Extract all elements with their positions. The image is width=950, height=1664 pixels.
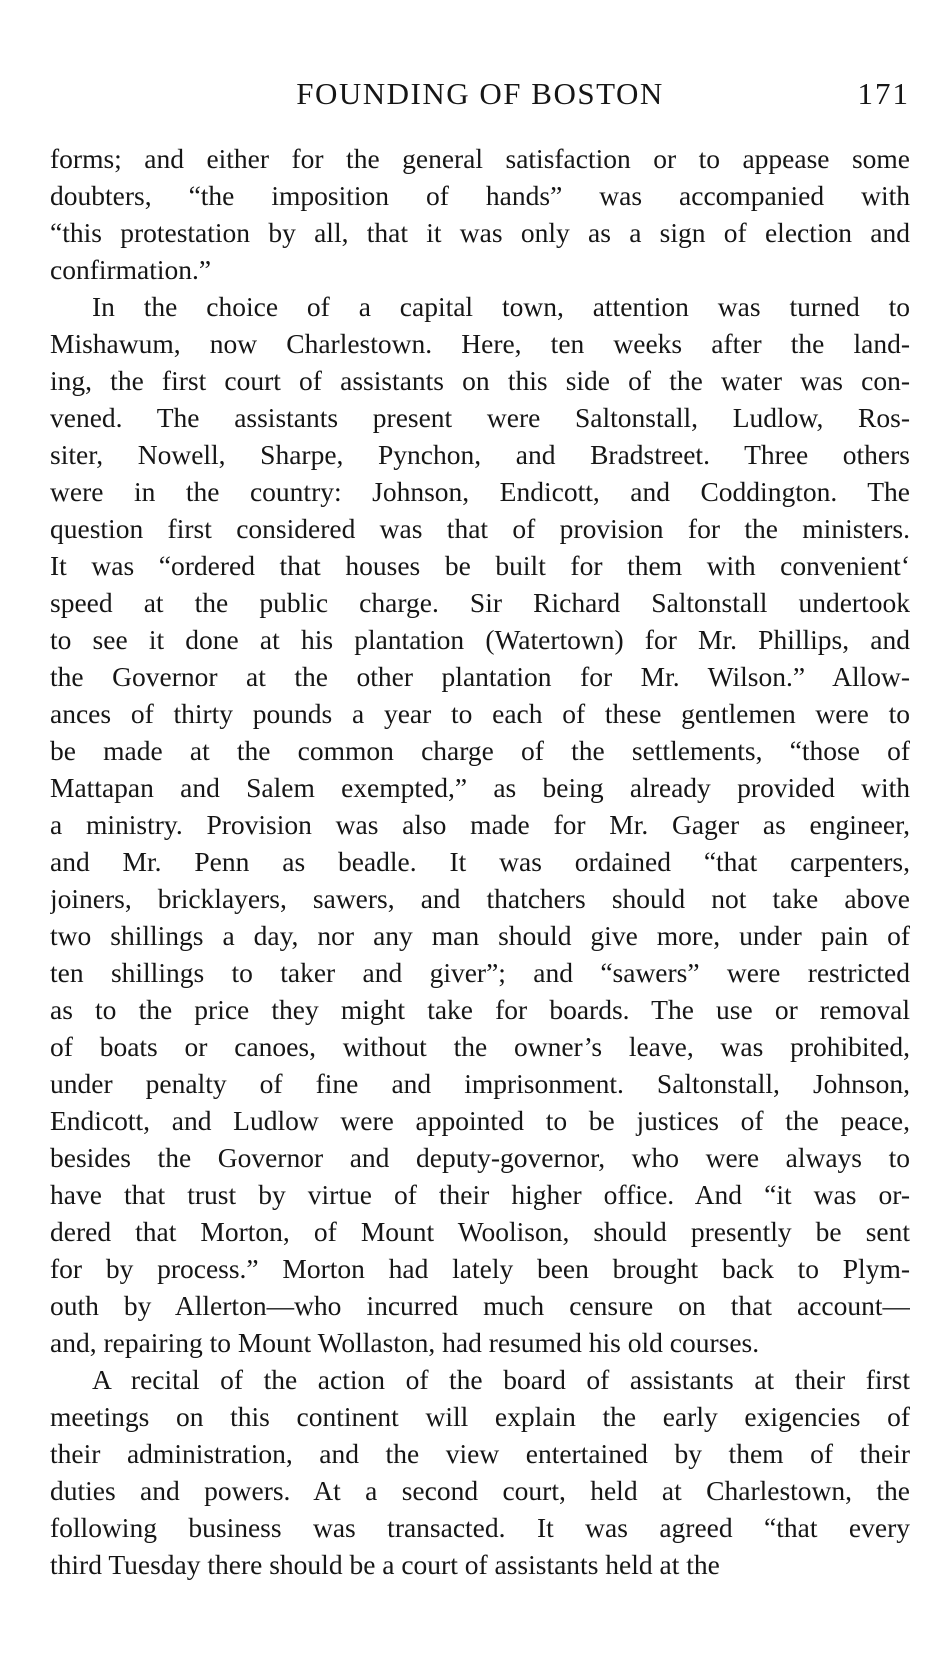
paragraph xyxy=(50,288,910,1361)
text-line: It was “ordered that houses be built for them with convenientʻ xyxy=(50,550,910,581)
text-line: question first considered was that of provision for the ministers. xyxy=(50,513,910,544)
text-line: and Mr. Penn as beadle. It was ordained “that carpenters, xyxy=(50,846,910,877)
text-line: ing, the first court of assistants on this side of the water was con- xyxy=(50,365,910,396)
text-line: duties and powers. At a second court, held at Charlestown, the xyxy=(50,1475,910,1506)
text-line: as to the price they might take for boards. The use or removal xyxy=(50,994,910,1025)
running-header xyxy=(50,74,910,114)
paragraph xyxy=(50,140,910,288)
page-number: 171 xyxy=(857,76,910,111)
text-line: ances of thirty pounds a year to each of these gentlemen were to xyxy=(50,698,910,729)
text-line: to see it done at his plantation (Watertown) for Mr. Phillips, and xyxy=(50,624,910,655)
text-line: a ministry. Provision was also made for Mr. Gager as engineer, xyxy=(50,809,910,840)
paragraph xyxy=(50,1361,910,1583)
text-line: speed at the public charge. Sir Richard Saltonstall undertook xyxy=(50,587,910,618)
text-line: forms; and either for the general satisfaction or to appease some xyxy=(50,143,910,174)
text-line: “this protestation by all, that it was only as a sign of election and xyxy=(50,217,910,248)
text-line: were in the country: Johnson, Endicott, and Coddington. The xyxy=(50,476,910,507)
text-line: besides the Governor and deputy-governor, who were always to xyxy=(50,1142,910,1173)
text-line: siter, Nowell, Sharpe, Pynchon, and Bradstreet. Three others xyxy=(50,439,910,470)
text-line: following business was transacted. It was agreed “that every xyxy=(50,1512,910,1543)
text-line: third Tuesday there should be a court of assistants held at the xyxy=(50,1549,720,1580)
text-line: under penalty of fine and imprisonment. Saltonstall, Johnson, xyxy=(50,1068,910,1099)
text-line: of boats or canoes, without the owner’s leave, was prohibited, xyxy=(50,1031,910,1062)
text-line: and, repairing to Mount Wollaston, had resumed his old courses. xyxy=(50,1327,760,1358)
text-line: vened. The assistants present were Saltonstall, Ludlow, Ros- xyxy=(50,402,910,433)
text-line: In the choice of a capital town, attention was turned to xyxy=(92,291,910,322)
text-line: joiners, bricklayers, sawers, and thatchers should not take above xyxy=(50,883,910,914)
text-line: A recital of the action of the board of assistants at their first xyxy=(92,1364,910,1395)
text-line: doubters, “the imposition of hands” was accompanied with xyxy=(50,180,910,211)
book-page xyxy=(50,0,910,1664)
body-text xyxy=(50,140,910,1583)
text-line: Endicott, and Ludlow were appointed to be justices of the peace, xyxy=(50,1105,910,1136)
text-line: meetings on this continent will explain the early exigencies of xyxy=(50,1401,910,1432)
text-line: outh by Allerton—who incurred much censure on that account— xyxy=(50,1290,910,1321)
text-line: Mattapan and Salem exempted,” as being already provided with xyxy=(50,772,910,803)
text-line: for by process.” Morton had lately been brought back to Plym- xyxy=(50,1253,910,1284)
text-line: be made at the common charge of the settlements, “those of xyxy=(50,735,910,766)
text-line: ten shillings to taker and giver”; and “sawers” were restricted xyxy=(50,957,910,988)
text-line: the Governor at the other plantation for Mr. Wilson.” Allow- xyxy=(50,661,910,692)
text-line: confirmation.” xyxy=(50,254,212,285)
text-line: have that trust by virtue of their higher office. And “it was or- xyxy=(50,1179,910,1210)
text-line: two shillings a day, nor any man should give more, under pain of xyxy=(50,920,910,951)
text-line: their administration, and the view entertained by them of their xyxy=(50,1438,910,1469)
running-title: FOUNDING OF BOSTON xyxy=(296,76,664,111)
text-line: dered that Morton, of Mount Woolison, should presently be sent xyxy=(50,1216,910,1247)
text-line: Mishawum, now Charlestown. Here, ten weeks after the land- xyxy=(50,328,910,359)
